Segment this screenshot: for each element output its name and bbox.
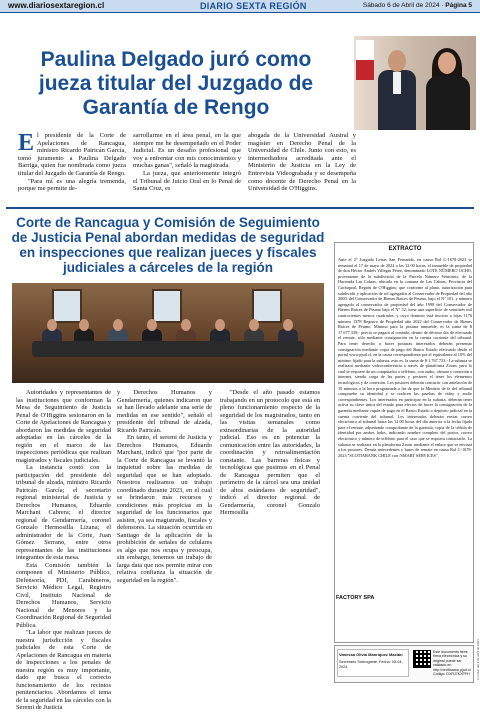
article1-col3-text: abogada de la Universidad Austral y magíster en Derecho Penal de la Universidad de Chile. Junto con esto, es intermediadora acreditada ante el Ministerio de Justicia en la Ley de Entrevista Videograbada y se desempeña como docente de Derecho Penal en la Universidad de O'Higgins. bbox=[248, 132, 356, 193]
page-header bbox=[0, 0, 480, 13]
section-title: DIARIO SEXTA REGIÓN bbox=[200, 1, 307, 11]
qr-code-icon bbox=[413, 650, 431, 668]
legal-notice-box bbox=[334, 242, 474, 643]
legal-notice-title: EXTRACTO bbox=[388, 246, 422, 252]
article1-column-2 bbox=[133, 132, 241, 193]
page-date bbox=[363, 2, 472, 9]
article2-column-3 bbox=[220, 389, 320, 517]
article1-col1-text: l presidente de la Corte de Apelaciones de Rancagua, ministro Ricardo Pairicán García, tomó juramento a Paulina Delgado Barriga, quien fue nombrada como jueza titular del Juzgado de Garantía de Rengo. bbox=[18, 132, 126, 177]
signature-box bbox=[334, 645, 474, 683]
article1-column-3 bbox=[248, 132, 356, 193]
meeting-table bbox=[32, 341, 304, 357]
article2-paragraph: y Derechos Humanos y Gendarmería, quienes indicaron que se han llevado adelante una serie de medidas en ese sentido", señaló el presidente del tribunal de alzada, Ricardo Pairicán. bbox=[117, 389, 212, 434]
chile-flag-icon bbox=[356, 40, 374, 80]
article2-photo bbox=[12, 283, 324, 383]
article1-headline: Paulina Delgado juró como jueza titular del Juzgado de Garantía de Rengo bbox=[38, 48, 314, 119]
article2-column-2 bbox=[117, 389, 212, 584]
legal-notice-text: Ante el 2° Juzgado Letras San Fernando, en causa Rol C-1678-2023 se rematará el 17 de mayo de 2024 a las 12:00 horas, el inmueble de propiedad de don Héctor Andrés Villegas Pérez, denominado LOTE NÚMERO OCHO, proveniente de la subdivisión de la Parcela Número Veintiseis, de la Hacienda Las Cabras, ubicado en la comuna de Las Cabras, Provincia del Cachapoal, Región de O'Higgins; que conforme al plano, autorización para subdividir y aplicación de rol agregados al Conservador de Propiedad del año 2000, del Conservador de Bienes Raíces de Peumo, bajo el N° 101, y número agregado al conservador de propiedad del año 1998 del Conservador de Bienes Raíces de Peumo bajo el N° 52, tiene una superficie de veintitrés mil cuatrocientos metros cuadrados, y cuyo dominio está inscrito a fojas 1176 número 1378 Registro de Propiedad año 2022 del Conservador de Bienes Raíces de Peumo. Mínimo para la postura inmueble, es la suma de $ 17.677.338.- precio se pagará al contado, dentro de décimo día de efectuado el remate, sólo mediante consignación en la cuenta corriente del tribunal. Para tener derecho a hacer posturas interesados deberán presentar consignación mediante copia de pago del Banco Estado efectuado desde el portal www.pjud.cl, en la causa correspondiente por el equivalente al 10% del mínimo fijado para la subasta, esto es, la suma de $ 1.767.733.- La subasta se realizará mediante videoconferencia a través de plataforma Zoom, para lo cual se requiere de un computador o teléfono, con audio, cámara y conexión a internet, siendo carga de las partes y postores el tener los elementos tecnológicos y de conexión. Los postores deberán concurrir con antelación de 10 minutos a la hora programada a fin de que la Ministro de fe del tribunal compruebe su identidad y se realicen las pruebas de video y audio correspondientes. Los interesados en participar en la subasta, deberán tener activa su clave única del estado para efectos de hacer la consignación de la garantía mediante cupón de pago en el Banco Estado o depósito judicial en la cuenta corriente del tribunal. Los interesados deberán enviar correo electrónico al tribunal hasta las 12:00 horas del día anterior a la fecha fijada para el remate, adjuntando comprobante de la garantía, copia de la cédula de identidad por ambos lados, indicando nombre completo del postor, correo electrónico y número de teléfono para el caso que se requiera contactarlo. La subasta se realizará en la plataforma Zoom mediante el enlace que se enviará a los postores. Demás antecedentes y bases de remate en causa Rol C-1678-2023 "SCOTIABANK CHILE con /SMART SERVICES". bbox=[338, 257, 472, 458]
article2-paragraph: Esta Comisión también la componen el Ministerio Público, Defensoría, PDI, Carabineros, Servicio Médico Legal, Registro Civil, Instituto Nacional de Derechos Humanos, Servicio Nacional de Menores y la Coordinación Regional de Seguridad Pública. bbox=[16, 561, 111, 629]
article2-column-1 bbox=[16, 389, 111, 712]
factory-label: FACTORY SPA bbox=[336, 595, 375, 601]
date-text: Sábado 6 de Abril de 2024 · bbox=[362, 2, 444, 9]
site-url: www.diariosextaregion.cl bbox=[8, 1, 105, 10]
article2-paragraph: "La labor que realizan jueces de nuestra jurisdicción y fiscales judiciales de esta Corte de Apelaciones de Rancagua en materia de inspecciones a los penales de nuestra región es muy importante, dado que busca el correcto funcionamiento de los recintos penitenciarios. Abordamos el tema de la seguridad en las cárceles con la Seremi de Justicia bbox=[16, 629, 111, 711]
side-note: A contar del 1 de abril de 2024 bbox=[476, 639, 480, 680]
article2-paragraph: "Desde el año pasado estamos trabajando en un protocolo que está en pleno funcionamiento respecto de la seguridad de los magistrados, tanto en las visitas semanales como extraordinarias de la autoridad judicial. Eso es en potenciar la comunicación entre las autoridades, la coordinación y retroalimentación constante. Las barreras físicas y tecnológicas que pusimos en el Penal de Rancagua permiten que el perímetro de la cárcel sea una unidad de altos estándares de seguridad", indicó el director regional de Gendarmería, coronel Gonzalo Hermosilla bbox=[220, 389, 320, 516]
article1-dropcap: E bbox=[18, 130, 35, 156]
article2-headline: Corte de Rancagua y Comisión de Seguimiento de Justicia Penal abordan medidas de seguridad en inspecciones que realizan jueces y fiscales judiciales a cárceles de la región bbox=[11, 215, 325, 275]
page-number: Página 5 bbox=[445, 2, 472, 9]
article1-photo bbox=[354, 36, 476, 130]
factory-label-box bbox=[334, 592, 474, 606]
article2-paragraph: En tanto, el seremi de Justicia y Derechos Humanos, Eduardo Marchant, indicó que "por parte de la Corte de Rancagua se levantó la inquietud sobre las medidas de seguridad que se han adoptado. Nosotros realizamos un trabajo coordinado durante 2023, en el cual se brindaron más recursos y condiciones más propicias en la seguridad de los funcionarios que asisten, ya sea magistrado, fiscales y defensores. La situación ocurrida en Santiago de la aplicación de la prohibición de señales de celulares es algo que nos ocupa y preocupa, sin embargo, tenemos un trabajo de larga data que nos permite mirar con relativa confianza la situación de seguridad en la región". bbox=[117, 434, 212, 584]
article2-paragraph: Autoridades y representantes de las instituciones que conforman la Mesa de Seguimiento de Justicia Penal de O'Higgins sesionaron en la Corte de Apelaciones de Rancagua y abordaron las medidas de seguridad adoptadas en las cárceles de la región en el marco de las inspecciones periódicas que realizan magistrados y fiscales judiciales. bbox=[16, 389, 111, 464]
article1-column-1 bbox=[18, 132, 126, 193]
photo1-man bbox=[376, 50, 418, 130]
article1-col2-text: sarrollarme en el área penal, en la que siempre me he desempeñado en el Poder Judicial. Es un desafío profesional que voy a enfrentar con mis conocimientos y muchas ganas", señaló la magistrada. bbox=[133, 132, 241, 170]
signer-role: Secretario Subrogante, Fecha: 05-04-2024 bbox=[339, 660, 403, 669]
section-divider bbox=[6, 207, 474, 209]
article1-col1-quote: "Para mí es una alegría tremenda, porque me permite de- bbox=[18, 177, 126, 193]
article1-col2-text-b: La jueza, que anteriormente integró el Tribunal de Juicio Oral en lo Penal de Santa Cruz, es bbox=[133, 169, 241, 193]
signer-name: Vanessa Olivia Manríquez Macián bbox=[339, 652, 403, 657]
article2-paragraph: La instancia contó con la participación del presidente del tribunal de alzada, ministro Ricardo Pairicán García; el secretario regional ministerial de Justicia y Derechos Humanos, Eduardo Marchant Cabrera; el director regional de Gendarmería, coronel Gonzalo Hermosilla Lizana; el administrador de la Corte, Juan Gómez Serrano, entre otros representantes de las instituciones integrantes de esta mesa. bbox=[16, 464, 111, 561]
photo1-woman bbox=[424, 48, 472, 130]
verification-text: Este documento tiene firma electrónica y su original puede ser validado en http://verificadoc.pjud.cl Código: DXRJ7KXPFH bbox=[433, 650, 471, 677]
